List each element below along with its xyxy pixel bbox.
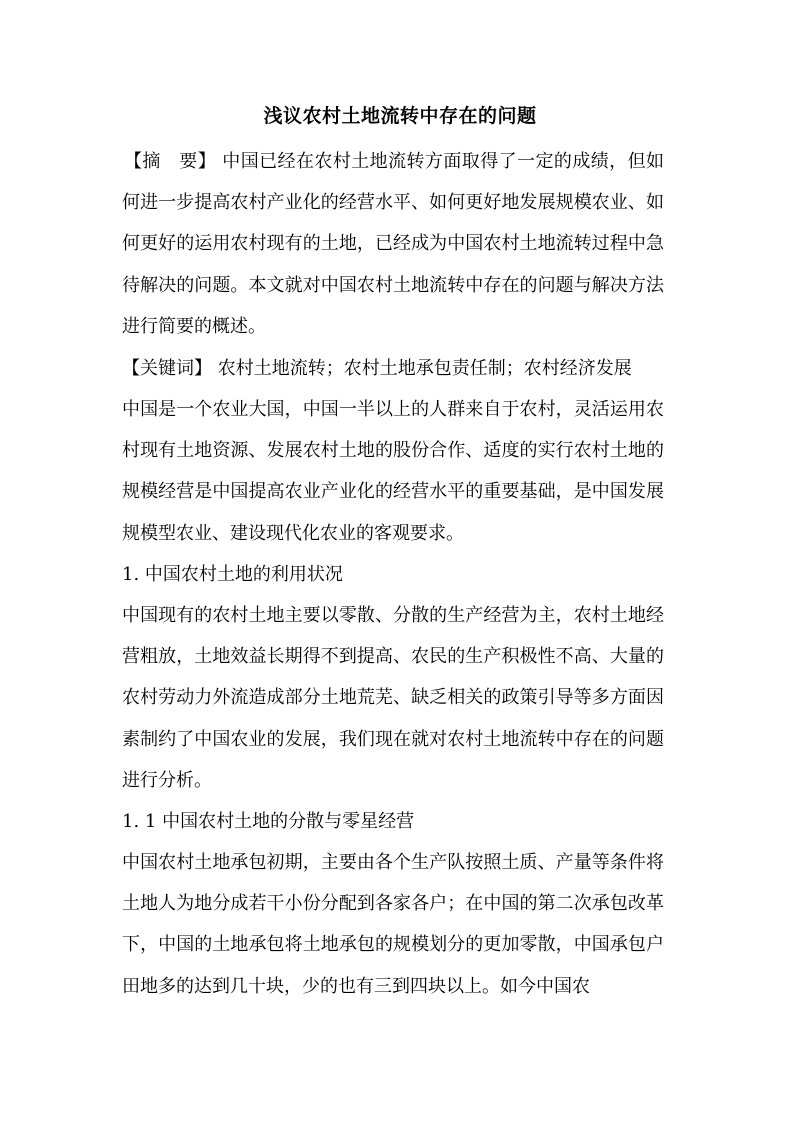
abstract-text: 中国已经在农村土地流转方面取得了一定的成绩，但如何进一步提高农村产业化的经营水平、如何更好地发展规模农业、如何更好的运用农村现有的土地，已经成为中国农村土地流转过程中急待解决的问题。本文就对中国农村土地流转中存在的问题与解决方法进行简要的概述。 <box>122 151 665 337</box>
section-1-1-heading: 1. 1 中国农村土地的分散与零星经营 <box>122 811 415 832</box>
intro-paragraph: 中国是一个农业大国，中国一半以上的人群来自于农村，灵活运用农村现有土地资源、发展农村土地的股份合作、适度的实行农村土地的规模经营是中国提高农业产业化的经营水平的重要基础，是中国发展规模型农业、建设现代化农业的客观要求。 <box>122 399 664 544</box>
section-1-heading: 1. 中国农村土地的利用状况 <box>122 564 343 585</box>
section-1-1-paragraph: 中国农村土地承包初期，主要由各个生产队按照土质、产量等条件将土地人为地分成若干小份分配到各家各户；在中国的第二次承包改革下，中国的土地承包将土地承包的规模划分的更加零散，中国承包户田地多的达到几十块，少的也有三到四块以上。如今中国农 <box>122 852 664 997</box>
keywords-line <box>122 348 664 389</box>
abstract-paragraph <box>122 141 664 347</box>
keywords-text: 农村土地流转；农村土地承包责任制；农村经济发展 <box>217 358 632 379</box>
page-title: 浅议农村土地流转中存在的问题 <box>263 105 537 127</box>
keywords-label: 【关键词】 <box>122 358 212 379</box>
abstract-label: 【摘 要】 <box>124 151 217 172</box>
section-1-paragraph: 中国现有的农村土地主要以零散、分散的生产经营为主，农村土地经营粗放，土地效益长期得不到提高、农民的生产积极性不高、大量的农村劳动力外流造成部分土地荒芜、缺乏相关的政策引导等多方面因素制约了中国农业的发展，我们现在就对农村土地流转中存在的问题进行分析。 <box>122 605 664 791</box>
